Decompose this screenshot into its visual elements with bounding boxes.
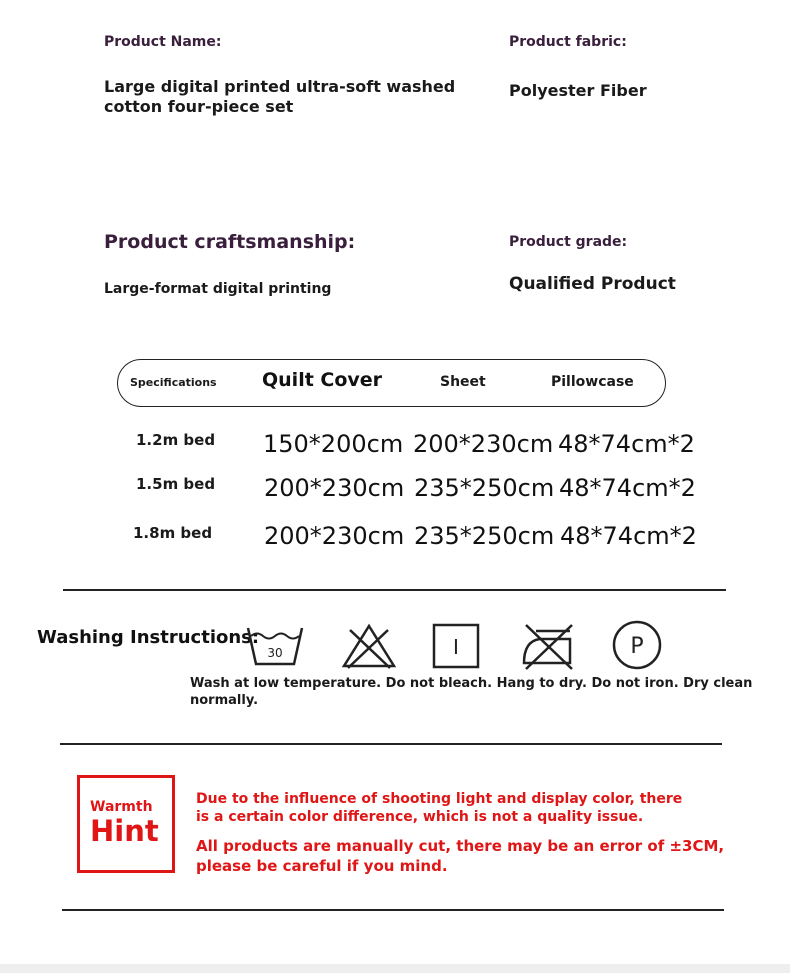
hint-big-label: Hint <box>90 814 159 848</box>
bed-size-label: 1.2m bed <box>136 431 216 449</box>
quilt-size: 200*230cm <box>264 522 405 550</box>
pillow-qty: 2 <box>679 430 695 458</box>
wash-temp: 30 <box>267 646 283 660</box>
hint-cut-note <box>196 836 724 876</box>
product-name-line2: cotton four-piece set <box>104 97 294 116</box>
pillow-qty: 2 <box>680 474 696 502</box>
hint-line4: please be careful if you mind. <box>196 857 448 875</box>
product-name-value <box>104 77 455 117</box>
hint-color-note <box>196 790 682 826</box>
hint-line2: is a certain color difference, which is not a quality issue. <box>196 809 644 825</box>
divider-2 <box>60 743 722 745</box>
wash-30-icon <box>246 624 304 668</box>
pillow-size-text: 48*74cm* <box>559 474 681 502</box>
pillow-size <box>559 474 696 502</box>
sheet-size: 235*250cm <box>414 522 555 550</box>
craftsmanship-label: Product craftsmanship: <box>104 231 356 253</box>
hang-dry-icon <box>431 622 481 670</box>
washing-label: Washing Instructions: <box>37 627 260 648</box>
spec-header-specifications: Specifications <box>130 376 217 389</box>
pillow-size <box>558 430 695 458</box>
sheet-size: 235*250cm <box>414 474 555 502</box>
pillow-size-text: 48*74cm* <box>558 430 680 458</box>
pillow-size-text: 48*74cm* <box>560 522 682 550</box>
divider-1 <box>63 589 726 591</box>
bottom-strip <box>0 964 790 973</box>
spec-header-sheet: Sheet <box>440 374 486 390</box>
product-fabric-label: Product fabric: <box>509 34 627 50</box>
hint-small-label: Warmth <box>90 799 153 815</box>
grade-value: Qualified Product <box>509 274 676 294</box>
bed-size-label: 1.5m bed <box>136 475 216 493</box>
pillow-size <box>560 522 697 550</box>
grade-label: Product grade: <box>509 234 628 250</box>
washing-text-line2: normally. <box>190 693 259 708</box>
craftsmanship-value: Large-format digital printing <box>104 281 332 297</box>
dry-letter: I <box>453 635 459 659</box>
quilt-size: 200*230cm <box>264 474 405 502</box>
quilt-size: 150*200cm <box>263 430 404 458</box>
divider-3 <box>62 909 724 911</box>
dry-clean-letter: P <box>630 634 644 659</box>
product-fabric-value: Polyester Fiber <box>509 81 647 100</box>
pillow-qty: 2 <box>681 522 697 550</box>
hint-line3: All products are manually cut, there may be an error of ±3CM, <box>196 837 725 855</box>
spec-header-pillowcase: Pillowcase <box>551 374 634 390</box>
no-bleach-icon <box>340 622 398 670</box>
product-name-line1: Large digital printed ultra-soft washed <box>104 77 456 96</box>
no-iron-icon <box>520 621 576 671</box>
bed-size-label: 1.8m bed <box>133 524 213 542</box>
washing-text-line1: Wash at low temperature. Do not bleach. Hang to dry. Do not iron. Dry clean <box>190 676 753 691</box>
spec-header-quilt-cover: Quilt Cover <box>262 369 383 391</box>
product-name-label: Product Name: <box>104 34 222 50</box>
sheet-size: 200*230cm <box>413 430 554 458</box>
hint-line1: Due to the influence of shooting light and display color, there <box>196 791 683 807</box>
washing-text <box>190 675 752 709</box>
dry-clean-icon <box>611 619 663 671</box>
